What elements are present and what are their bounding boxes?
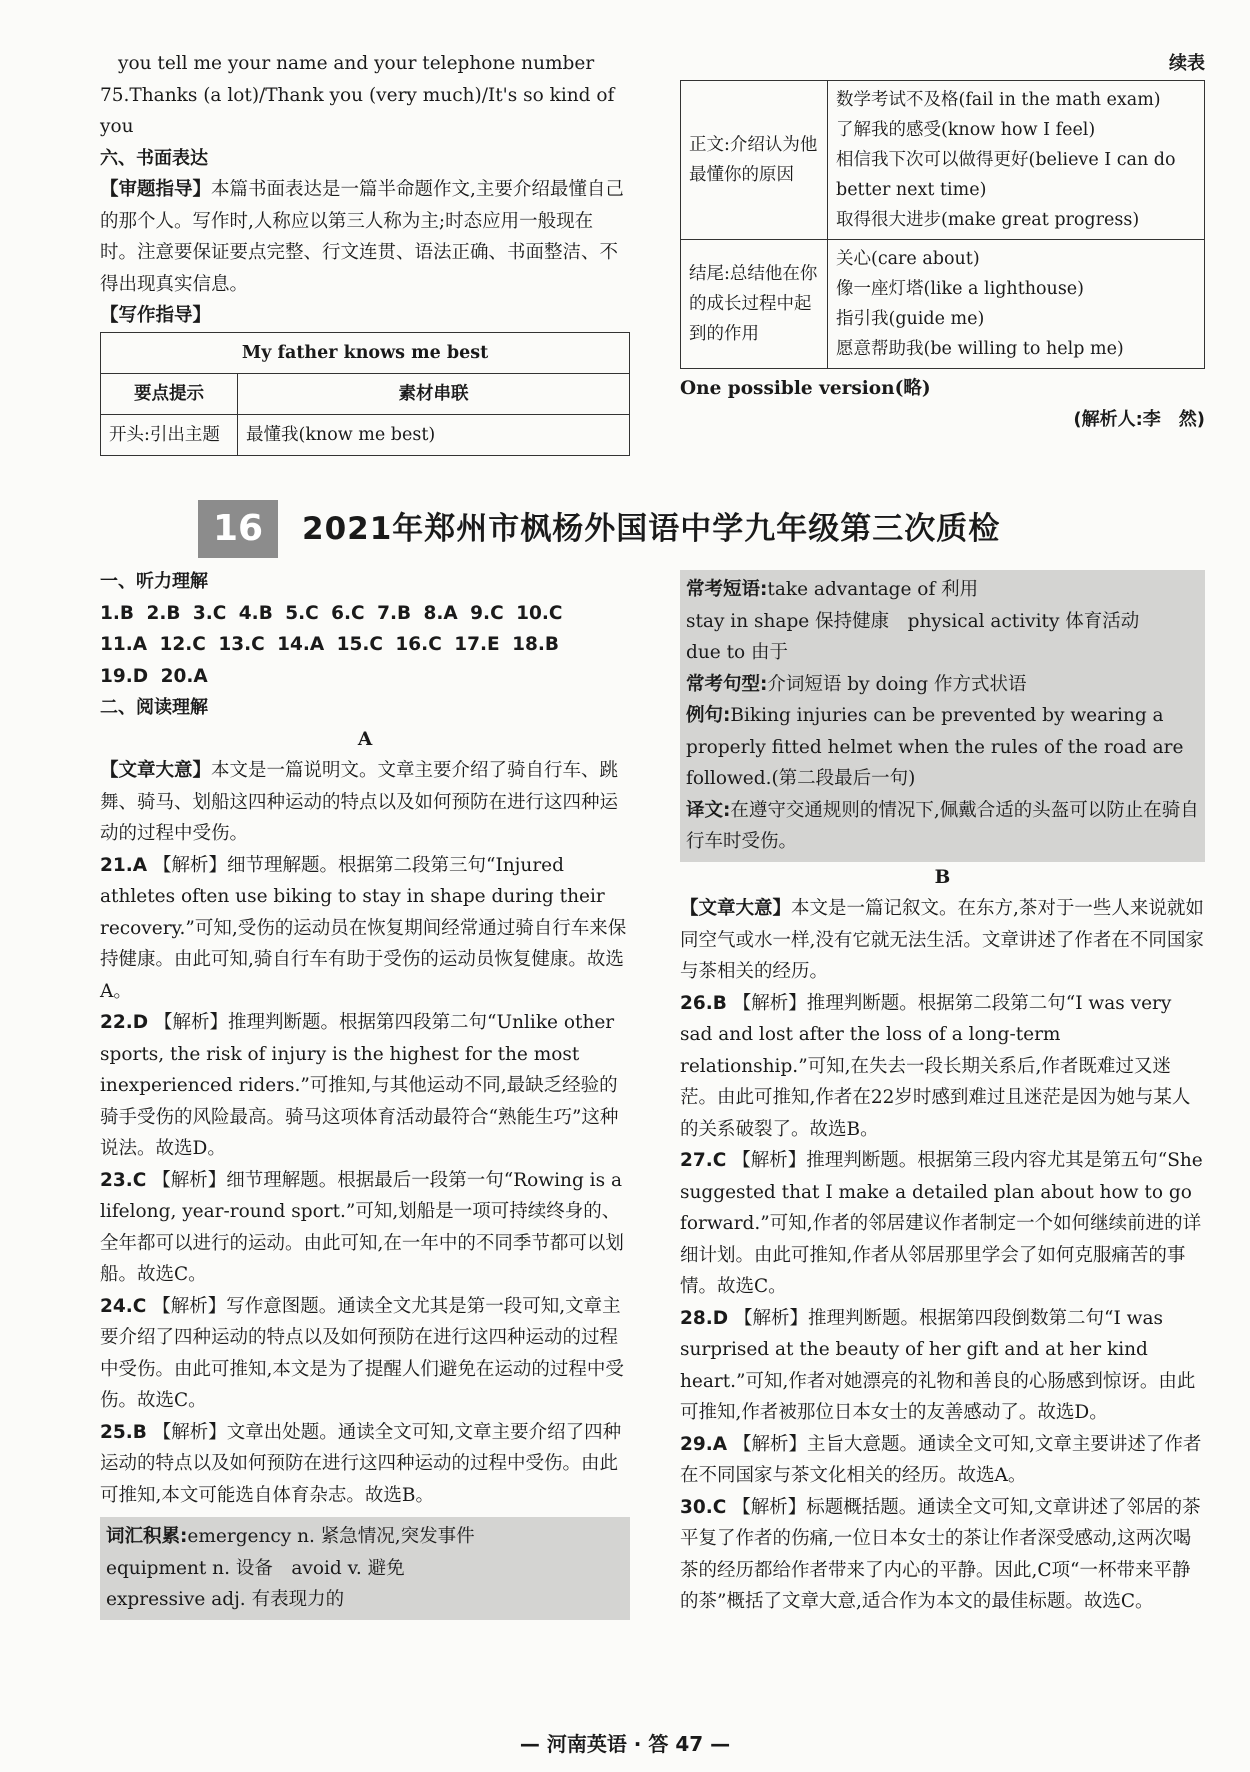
explanation: 【解析】文章出处题。通读全文可知,文章主要介绍了四种运动的特点以及如何预防在进行这四种运动的过程中受伤。由此可推知,本文可能选自体育杂志。故选B。	[100, 1421, 622, 1506]
question-number: 22.D	[100, 1012, 149, 1033]
table-cell-material: 最懂我(know me best)	[238, 414, 630, 455]
answer-25	[100, 1417, 630, 1512]
table-col-material: 素材串联	[238, 373, 630, 414]
phrase-line: due to 由于	[686, 642, 789, 663]
continued-table	[680, 80, 1205, 369]
table-cell-point: 结尾:总结他在你的成长过程中起到的作用	[681, 239, 828, 368]
question-number: 29.A	[680, 1433, 728, 1455]
table-cell-point: 正文:介绍认为他最懂你的原因	[681, 80, 828, 239]
answers-row: 19.D 20.A	[100, 665, 208, 687]
translation-tag: 译文:	[686, 799, 731, 821]
answers-row: 11.A 12.C 13.C 14.A 15.C 16.C 17.E 18.B	[100, 634, 559, 655]
material-item: 关心(care about)	[836, 248, 980, 269]
continued-label: 续表	[1169, 53, 1205, 74]
explanation: 【解析】写作意图题。通读全文尤其是第一段可知,文章主要介绍了四种运动的特点以及如何预防在进行这四种运动的过程中受伤。由此可推知,本文是为了提醒人们避免在运动的过程中受伤。故选C。	[100, 1295, 624, 1411]
answer-30	[680, 1492, 1205, 1618]
table-cell-material	[828, 239, 1205, 368]
material-item: 相信我下次可以做得更好(believe I can do better next time)	[836, 149, 1176, 200]
question-number: 28.D	[680, 1307, 729, 1329]
section-listening: 一、听力理解	[100, 571, 208, 592]
example-tag: 例句:	[686, 705, 731, 726]
material-item: 了解我的感受(know how I feel)	[836, 119, 1096, 140]
pattern-tag: 常考句型:	[686, 673, 768, 695]
vocabulary-box	[100, 1517, 630, 1620]
explanation: 【解析】细节理解题。根据第二段第三句“Injured athletes often use biking to stay in shape during their recovery.”可知,受伤的运动员在恢复期间经常通过骑自行车来保持健康。由此可知,骑自行车有助于受伤的运动员恢复健康。故选A。	[100, 854, 627, 1002]
summary-text: 本文是一篇记叙文。在东方,茶对于一些人来说就如同空气或水一样,没有它就无法生活。文章讲述了作者在不同国家与茶相关的经历。	[680, 898, 1204, 982]
table-heading: My father knows me best	[101, 332, 630, 373]
answer-75: 75.Thanks (a lot)/Thank you (very much)/It's so kind of you	[100, 84, 615, 137]
question-number: 27.C	[680, 1150, 727, 1171]
explanation: 【解析】主旨大意题。通读全文可知,文章主要讲述了作者在不同国家与茶文化相关的经历。故选A。	[680, 1433, 1202, 1486]
text-line: you tell me your name and your telephone number	[118, 53, 595, 74]
analyst: (解析人:李 然)	[1073, 409, 1205, 430]
lower-right-column	[680, 570, 1205, 1618]
top-left-column	[100, 48, 630, 456]
part-label: A	[357, 728, 373, 750]
phrase-line: take advantage of 利用	[767, 579, 979, 600]
guide-paragraph	[100, 174, 630, 300]
vocab-line: expressive adj. 有表现力的	[106, 1589, 345, 1610]
banner-number: 16	[198, 500, 278, 558]
table-cell-material	[828, 80, 1205, 239]
answer-27	[680, 1145, 1205, 1303]
section-banner	[198, 500, 1208, 558]
answer-26	[680, 988, 1205, 1146]
question-number: 21.A	[100, 854, 148, 876]
summary-paragraph	[100, 755, 630, 850]
part-label: B	[934, 866, 951, 888]
vocab-tag: 词汇积累:	[106, 1526, 188, 1547]
question-number: 23.C	[100, 1169, 147, 1191]
phrases-box	[680, 570, 1205, 862]
summary-tag: 【文章大意】	[680, 898, 792, 919]
material-item: 指引我(guide me)	[836, 308, 985, 329]
answer-24	[100, 1291, 630, 1417]
possible-version: One possible version(略)	[680, 377, 931, 399]
question-number: 24.C	[100, 1295, 147, 1317]
summary-paragraph	[680, 893, 1205, 988]
summary-text: 本文是一篇说明文。文章主要介绍了骑自行车、跳舞、骑马、划船这四种运动的特点以及如何预防在进行这四种运动的过程中受伤。	[100, 760, 619, 844]
banner-title: 2021年郑州市枫杨外国语中学九年级第三次质检	[302, 511, 1001, 547]
writing-guide-tag: 【写作指导】	[100, 305, 212, 326]
vocab-line: equipment n. 设备 avoid v. 避免	[106, 1557, 405, 1579]
material-item: 取得很大进步(make great progress)	[836, 209, 1140, 230]
material-item: 愿意帮助我(be willing to help me)	[836, 338, 1124, 359]
section-reading: 二、阅读理解	[100, 697, 208, 718]
material-item: 像一座灯塔(like a lighthouse)	[836, 278, 1084, 299]
explanation: 【解析】细节理解题。根据最后一段第一句“Rowing is a lifelong, year-round sport.”可知,划船是一项可持续终身的、全年都可以进行的运动。由此可知,在一年中的不同季节都可以划船。故选C。	[100, 1169, 624, 1285]
answer-29	[680, 1429, 1205, 1492]
answer-21	[100, 850, 630, 1008]
question-number: 26.B	[680, 992, 727, 1014]
explanation: 【解析】推理判断题。根据第四段第二句“Unlike other sports, the risk of injury is the highest for the most inexperienced riders.”可推知,与其他运动不同,最缺乏经验的骑手受伤的风险最高。骑马这项体育活动最符合“熟能生巧”这种说法。故选D。	[100, 1012, 619, 1159]
phrase-tag: 常考短语:	[686, 579, 768, 600]
page-footer: — 河南英语 · 答 47 —	[519, 1732, 731, 1756]
explanation: 【解析】标题概括题。通读全文可知,文章讲述了邻居的茶平复了作者的伤痛,一位日本女士的茶让作者深受感动,这两次喝茶的经历都给作者带来了内心的平静。因此,C项“一杯带来平静的茶”概括了文章大意,适合作为本文的最佳标题。故选C。	[680, 1496, 1201, 1612]
lower-left-column	[100, 566, 630, 1620]
answers-row: 1.B 2.B 3.C 4.B 5.C 6.C 7.B 8.A 9.C 10.C	[100, 602, 563, 624]
translation-text: 在遵守交通规则的情况下,佩戴合适的头盔可以防止在骑自行车时受伤。	[686, 799, 1199, 852]
answer-22	[100, 1007, 630, 1165]
guide-text: 本篇书面表达是一篇半命题作文,主要介绍最懂自己的那个人。写作时,人称应以第三人称为主;时态应用一般现在时。注意要保证要点完整、行文连贯、语法正确、书面整洁、不得出现真实信息。	[100, 179, 624, 295]
material-item: 数学考试不及格(fail in the math exam)	[836, 89, 1161, 110]
vocab-line: emergency n. 紧急情况,突发事件	[187, 1526, 475, 1547]
answer-23	[100, 1165, 630, 1291]
pattern-text: 介词短语 by doing 作方式状语	[767, 673, 1027, 695]
question-number: 30.C	[680, 1496, 727, 1518]
answer-28	[680, 1303, 1205, 1429]
writing-table	[100, 332, 630, 456]
table-cell-point: 开头:引出主题	[101, 414, 238, 455]
example-text: Biking injuries can be prevented by wearing a properly fitted helmet when the rules of the road are followed.(第二段最后一句)	[686, 705, 1184, 789]
phrase-line: stay in shape 保持健康 physical activity 体育活动	[686, 610, 1140, 632]
explanation: 【解析】推理判断题。根据第三段内容尤其是第五句“She suggested that I make a detailed plan about how to go forward.”可知,作者的邻居建议作者制定一个如何继续前进的详细计划。由此可推知,作者从邻居那里学会了如何克服痛苦的事情。故选C。	[680, 1150, 1203, 1297]
explanation: 【解析】推理判断题。根据第四段倒数第二句“I was surprised at the beauty of her gift and at her kind heart.”可知,作者对她漂亮的礼物和善良的心肠感到惊讶。由此可推知,作者被那位日本女士的友善感动了。故选D。	[680, 1307, 1196, 1423]
table-col-point: 要点提示	[101, 373, 238, 414]
summary-tag: 【文章大意】	[100, 760, 212, 781]
top-right-column	[680, 48, 1205, 436]
explanation: 【解析】推理判断题。根据第二段第二句“I was very sad and lost after the loss of a long-term relationship.”可知,在失去一段长期关系后,作者既难过又迷茫。由此可推知,作者在22岁时感到难过且迷茫是因为她与某人的关系破裂了。故选B。	[680, 992, 1191, 1140]
question-number: 25.B	[100, 1421, 147, 1443]
section-writing: 六、书面表达	[100, 147, 208, 169]
guide-tag: 【审题指导】	[100, 179, 212, 200]
